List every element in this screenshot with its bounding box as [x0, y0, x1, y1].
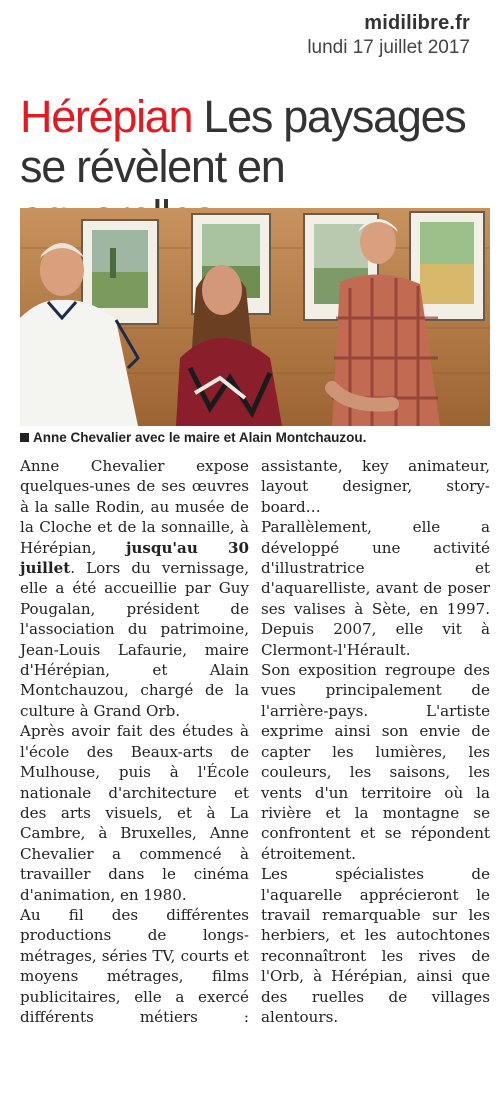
article-photo [20, 208, 490, 426]
headline-kicker: Hérépian [20, 91, 193, 142]
paragraph-4: Parallèlement, elle a développé une activité d'illustratrice et d'aquarelliste, avant de poser ses valises à Sète, en 1997. Depuis 2007, elle vit à Clermont-l'Hérault. [261, 518, 490, 659]
publication-date: lundi 17 juillet 2017 [307, 37, 470, 58]
headline-title: Les paysages se révèlent en [20, 91, 466, 192]
paragraph-1: Anne Chevalier expose quelques-unes de ses œuvres à la salle Rodin, au musée de la Cloche et de la sonnaille, à Hérépian, jusqu'au 30 juillet. Lors du vernissage, elle a été accueillie par Guy Pougalan, président de l'association du patrimoine, Jean-Louis Lafaurie, maire d'Hérépian, et Alain Montchauzou, chargé de la culture à Grand Orb. [20, 457, 249, 720]
caption-text: Anne Chevalier avec le maire et Alain Montchauzou. [33, 430, 367, 445]
article-body [20, 456, 490, 1086]
photo-caption [20, 430, 490, 445]
site-name[interactable]: midilibre.fr [364, 12, 470, 34]
paragraph-5: Son exposition regroupe des vues principalement de l'arrière-pays. L'artiste exprime ainsi son envie de capter les lumières, les couleurs, les saisons, les vents d'un territoire où la rivière et la montagne se confrontent et se répondent étroitement. [261, 661, 490, 863]
paragraph-6: Les spécialistes de l'aquarelle apprécieront le travail remarquable sur les herbiers, et les autochtones reconnaîtront les rives de l'Orb, à Hérépian, ainsi que des ruelles de villages alentours. [261, 865, 490, 1026]
caption-square-icon [20, 433, 29, 442]
paragraph-2: Après avoir fait des études à l'école des Beaux-arts de Mulhouse, puis à l'École nationale d'architecture et des arts visuels, et à La Cambre, à Bruxelles, Anne Chevalier a commencé à travailler dans le cinéma d'animation, en 1980. [20, 722, 249, 904]
masthead [307, 12, 470, 59]
photo-illustration [20, 208, 490, 426]
exhibition-end-date: jusqu'au 30 juillet [20, 538, 249, 578]
paragraph-3: Au fil des différentes productions de longs-métrages, séries TV, courts et moyens métrages, films publicitaires, elle a exercé différents métiers : assistante, key animateur, layout designer, story-board… [20, 457, 490, 1026]
